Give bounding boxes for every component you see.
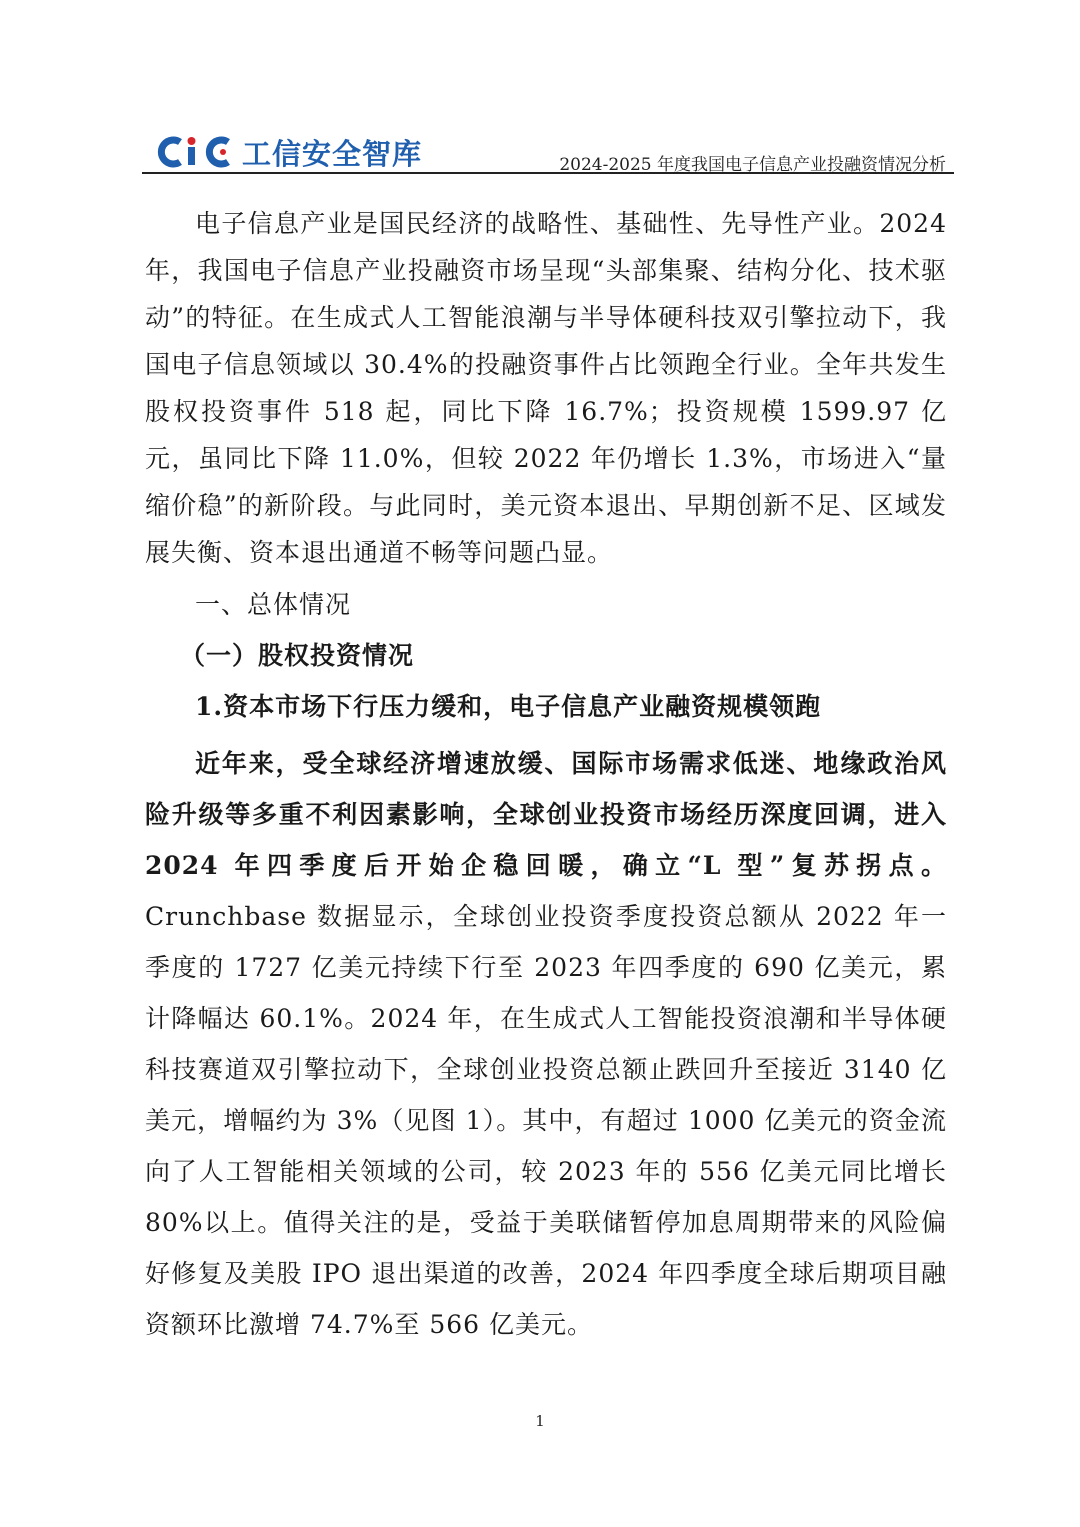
header-divider (142, 172, 954, 174)
intro-paragraph: 电子信息产业是国民经济的战略性、基础性、先导性产业。2024 年，我国电子信息产业投融资市场呈现“头部集聚、结构分化、技术驱动”的特征。在生成式人工智能浪潮与半导体硬科技双引擎拉动下，我国电子信息领域以 30.4%的投融资事件占比领跑全行业。全年共发生股权投资事件 518 起，同比下降 16.7%；投资规模 1599.97 亿元，虽同比下降 11.0%，但较 2022 年仍增长 1.3%，市场进入“量缩价稳”的新阶段。与此同时，美元资本退出、早期创新不足、区域发展失衡、资本退出通道不畅等问题凸显。 (145, 209, 947, 567)
document-body (145, 200, 947, 1350)
subsection-heading: （一）股权投资情况 (180, 641, 415, 670)
page-header (142, 128, 954, 174)
section-heading: 一、总体情况 (195, 590, 352, 619)
topic-heading: 1.资本市场下行压力缓和，电子信息产业融资规模领跑 (195, 692, 822, 721)
body-text: Crunchbase 数据显示，全球创业投资季度投资总额从 2022 年一季度的 1727 亿美元持续下行至 2023 年四季度的 690 亿美元，累计降幅达 60.1%。2024 年，在生成式人工智能投资浪潮和半导体硬科技赛道双引擎拉动下，全球创业投资总额止跌回升至接近 3140 亿美元，增幅约为 3%（见图 1）。其中，有超过 1000 亿美元的资金流向了人工智能相关领域的公司，较 2023 年的 556 亿美元同比增长 80%以上。值得关注的是，受益于美联储暂停加息周期带来的风险偏好修复及美股 IPO 退出渠道的改善，2024 年四季度全球后期项目融资额环比激增 74.7%至 566 亿美元。 (145, 902, 947, 1339)
cic-logo-icon (156, 133, 238, 171)
logo-text: 工信安全智库 (242, 136, 423, 171)
bold-lead-sentence: 近年来，受全球经济增速放缓、国际市场需求低迷、地缘政治风险升级等多重不利因素影响，全球创业投资市场经历深度回调，进入 2024 年四季度后开始企稳回暖，确立“L 型”复苏拐点。 (145, 749, 947, 880)
document-title: 2024-2025 年度我国电子信息产业投融资情况分析 (559, 155, 946, 175)
body-paragraph (145, 738, 947, 1350)
page-number: 1 (535, 1412, 545, 1430)
logo (156, 132, 422, 172)
